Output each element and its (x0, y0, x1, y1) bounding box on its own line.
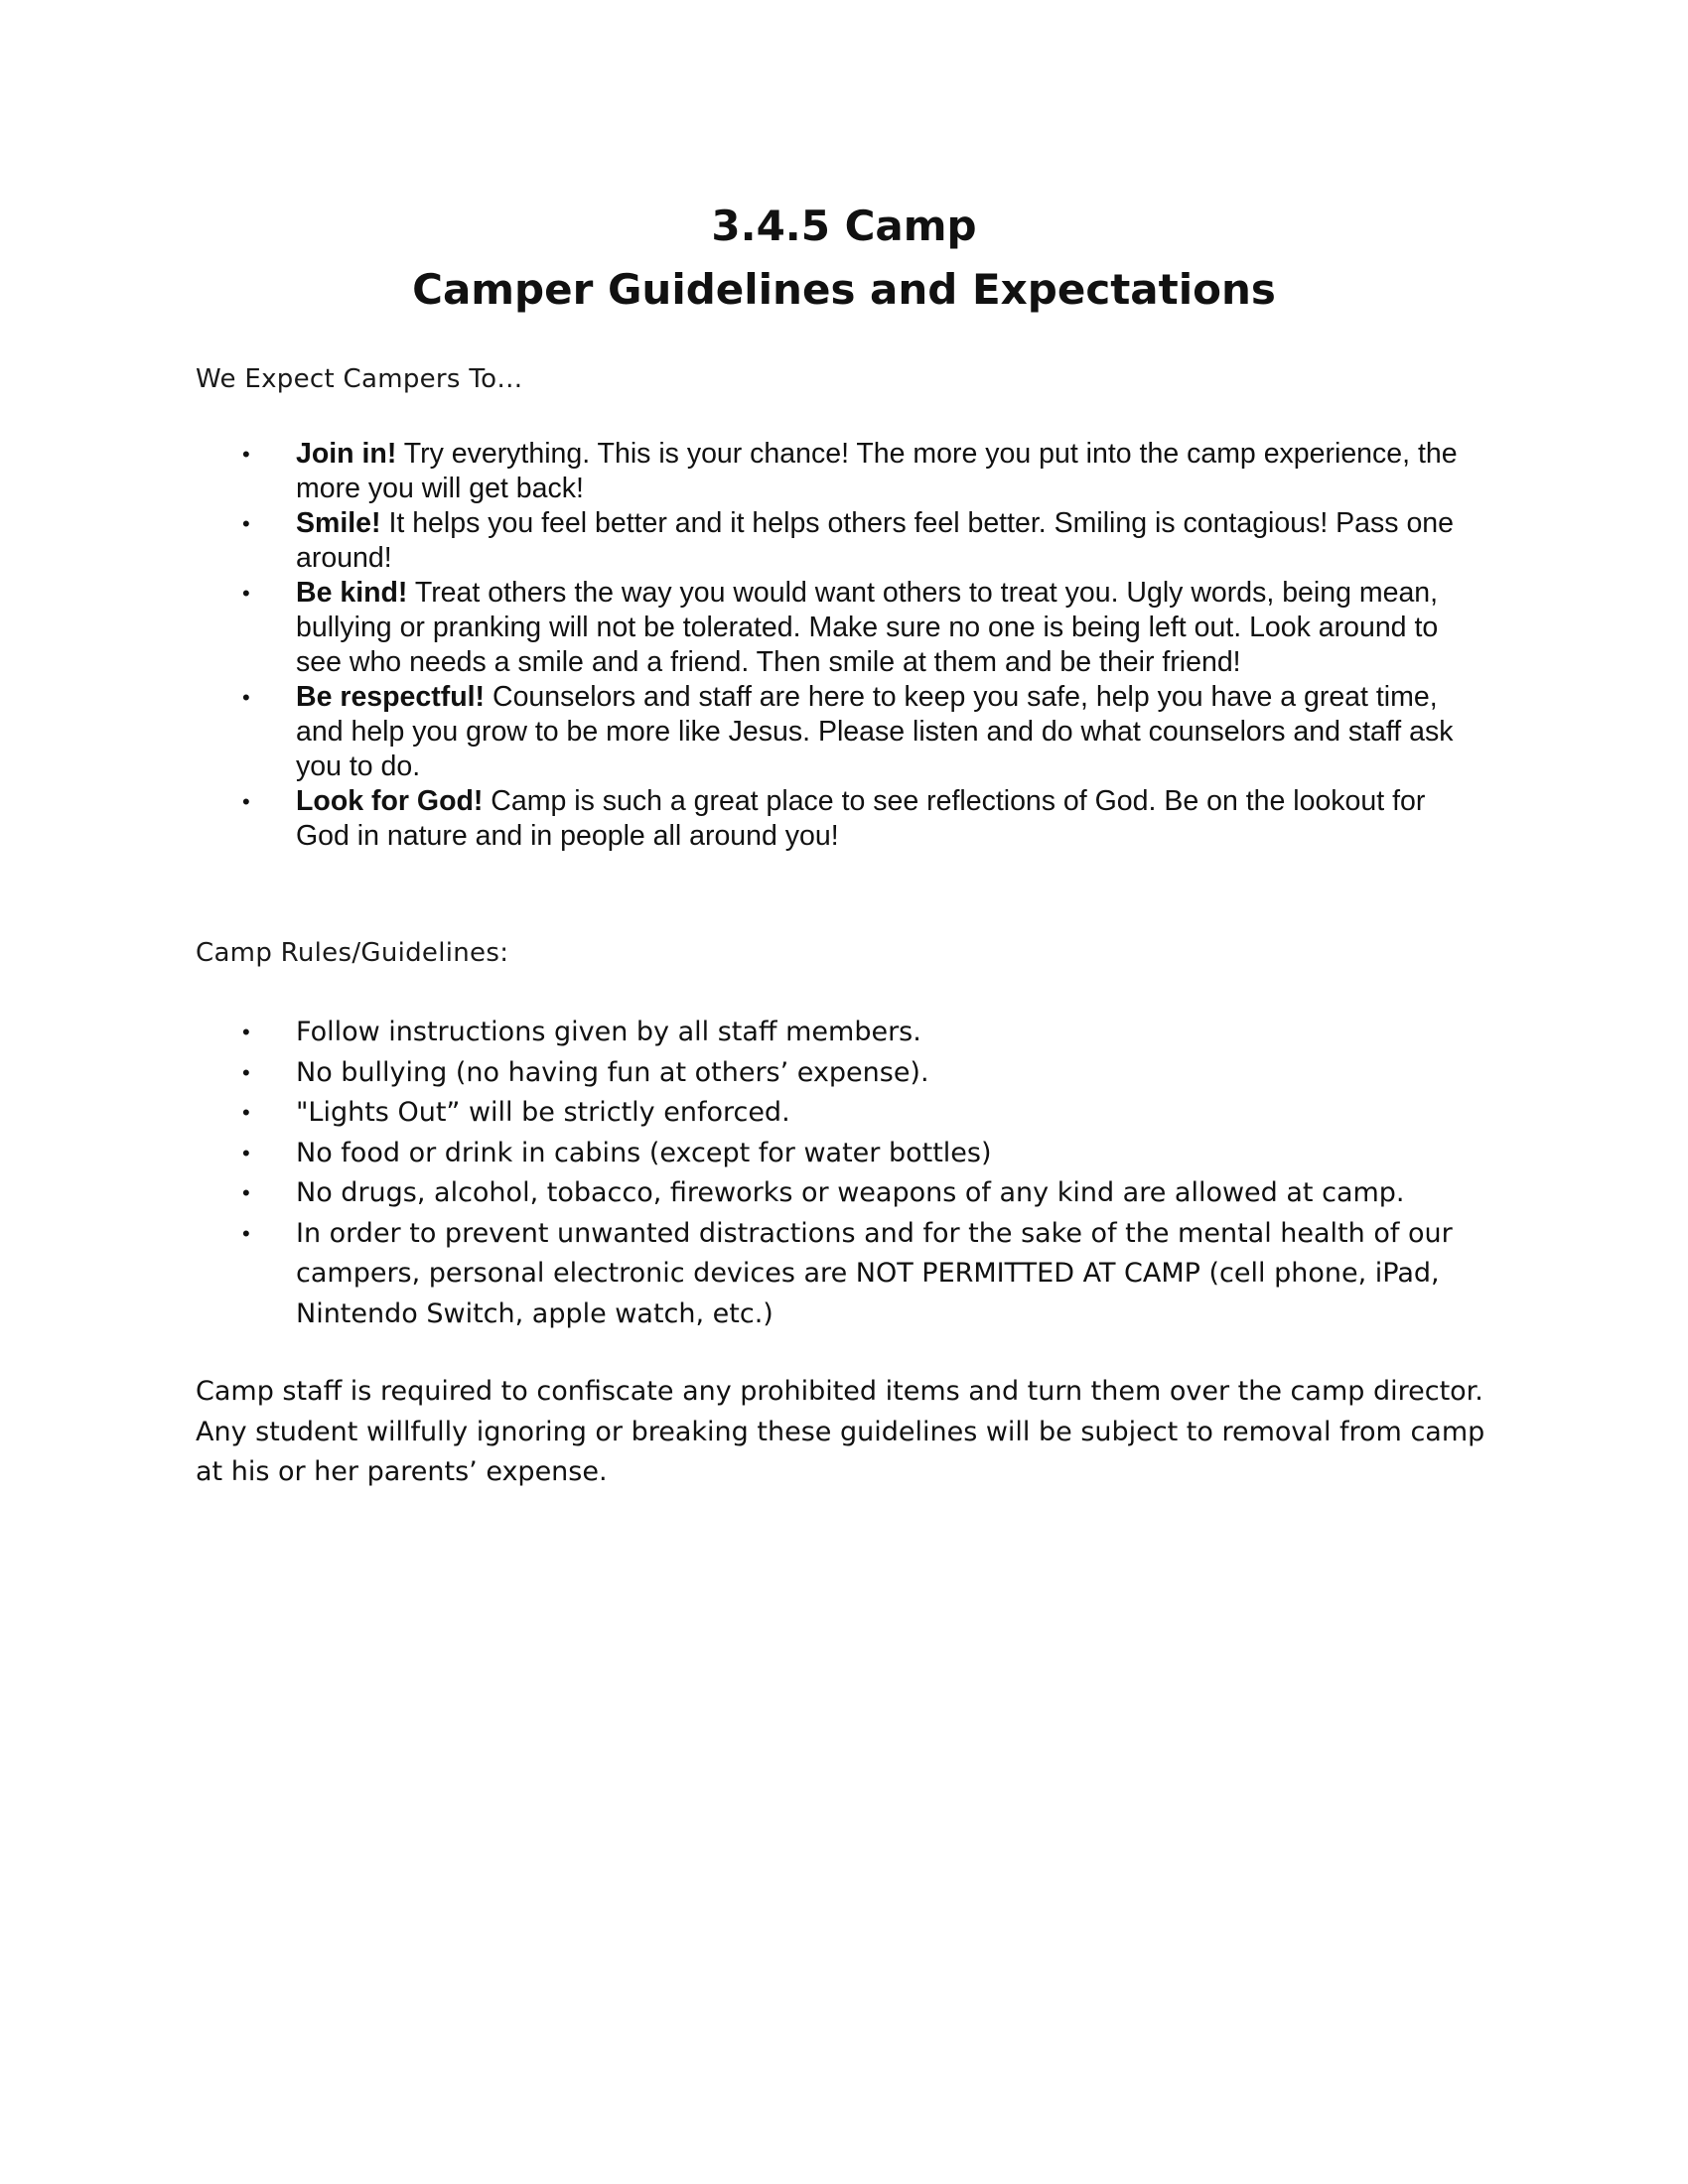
list-item-text: Treat others the way you would want others to treat you. Ugly words, being mean, bullying or pranking will not be tolerated. Make sure no one is being left out. Look around to see who needs a smile and a friend. Then smile at them and be their friend! (296, 577, 1439, 678)
list-item (0, 437, 1477, 506)
list-item-text: Counselors and staff are here to keep you safe, help you have a great time, and help you grow to be more like Jesus. Please listen and do what counselors and staff ask you to do. (296, 681, 1454, 782)
bullet-icon: • (242, 581, 250, 606)
list-item (0, 1093, 1487, 1134)
list-item (0, 576, 1477, 680)
expectations-heading: We Expect Campers To… (196, 364, 523, 394)
list-item-bold-label: Be kind! (296, 577, 408, 609)
bullet-icon: • (242, 1220, 250, 1246)
list-item (0, 506, 1477, 576)
bullet-icon: • (242, 685, 250, 710)
list-item-bold-label: Look for God! (296, 785, 484, 817)
list-item-bold-label: Smile! (296, 507, 381, 539)
bullet-icon: • (242, 1180, 250, 1205)
list-item (0, 784, 1477, 854)
expectations-list (0, 437, 1688, 854)
list-item-bold-label: Join in! (296, 438, 397, 470)
list-item (0, 1134, 1487, 1174)
list-item (0, 1214, 1487, 1335)
bullet-icon: • (242, 442, 250, 467)
bullet-icon: • (242, 511, 250, 536)
bullet-icon: • (242, 1100, 250, 1125)
rules-list (0, 1013, 1688, 1334)
list-item-text: "Lights Out” will be strictly enforced. (296, 1097, 790, 1128)
list-item (0, 680, 1477, 784)
closing-paragraph: Camp staff is required to confiscate any prohibited items and turn them over the camp director. Any student willfully ignoring or breaking these guidelines will be subject to removal from camp at his or her parents’ expense. (196, 1376, 1485, 1487)
list-item-text: Try everything. This is your chance! The more you put into the camp experience, the more you will get back! (296, 438, 1458, 504)
bullet-icon: • (242, 1140, 250, 1165)
list-item (0, 1053, 1487, 1094)
list-item-text: Follow instructions given by all staff members. (296, 1017, 921, 1047)
list-item-text: No bullying (no having fun at others’ expense). (296, 1056, 929, 1088)
list-item-text: It helps you feel better and it helps others feel better. Smiling is contagious! Pass one around! (296, 507, 1454, 574)
page-title-line-2: Camper Guidelines and Expectations (412, 265, 1276, 314)
list-item-text: No food or drink in cabins (except for water bottles) (296, 1137, 992, 1168)
list-item (0, 1173, 1487, 1214)
bullet-icon: • (242, 1020, 250, 1044)
page-title-line-1: 3.4.5 Camp (711, 202, 977, 250)
list-item-text: In order to prevent unwanted distractions and for the sake of the mental health of our campers, personal electronic devices are NOT PERMITTED AT CAMP (cell phone, iPad, Nintendo Switch, apple watch, etc.) (296, 1217, 1453, 1329)
list-item-bold-label: Be respectful! (296, 681, 486, 713)
bullet-icon: • (242, 789, 250, 814)
list-item (0, 1013, 1487, 1053)
rules-heading: Camp Rules/Guidelines: (196, 938, 509, 968)
bullet-icon: • (242, 1059, 250, 1085)
list-item-text: No drugs, alcohol, tobacco, fireworks or weapons of any kind are allowed at camp. (296, 1177, 1405, 1208)
list-item-text: Camp is such a great place to see reflections of God. Be on the lookout for God in nature and in people all around you! (296, 785, 1426, 852)
